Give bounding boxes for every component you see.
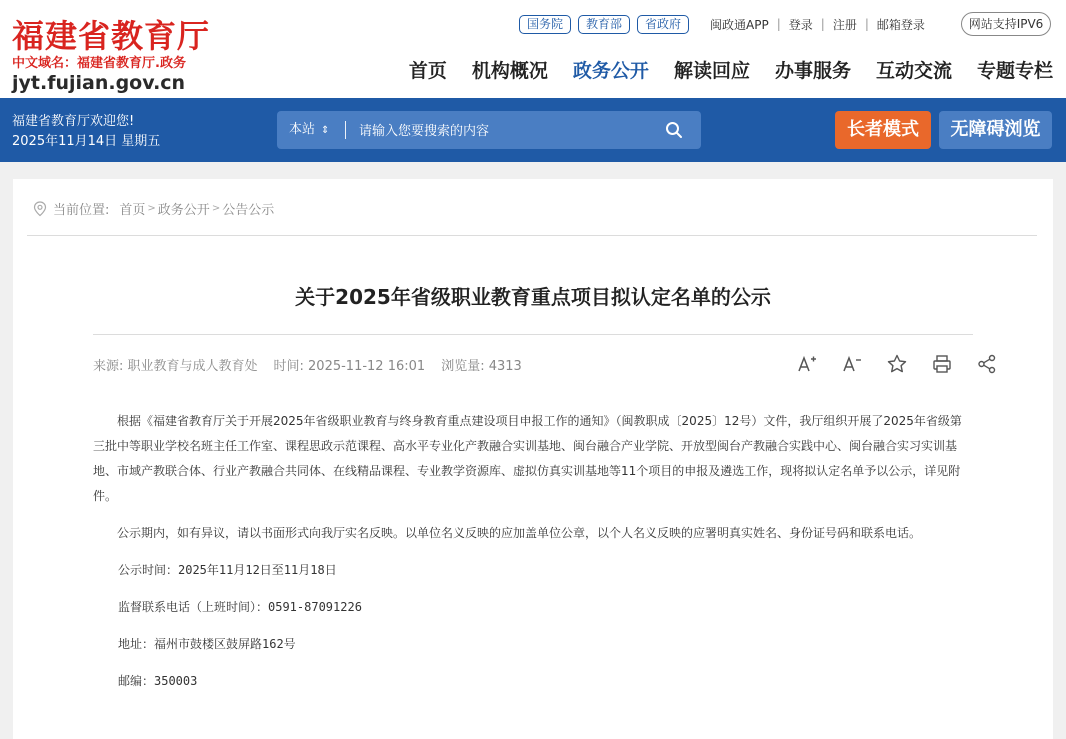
search-scope-label: 本站 bbox=[289, 122, 316, 137]
welcome-block bbox=[12, 112, 160, 152]
site-header bbox=[0, 0, 1066, 98]
main-nav bbox=[384, 58, 1053, 84]
nav-about[interactable]: 机构概况 bbox=[471, 60, 548, 82]
site-logo-subtitle: 中文域名：福建省教育厅.政务 bbox=[12, 56, 186, 71]
supervision-phone: 监督联系电话（上班时间）：0591-87091226 bbox=[118, 600, 362, 614]
separator: | bbox=[864, 17, 869, 31]
elder-mode-button[interactable]: 长者模式 bbox=[835, 111, 931, 149]
nav-topics[interactable]: 专题专栏 bbox=[976, 60, 1053, 82]
current-date: 2025年11月14日 星期五 bbox=[12, 134, 161, 149]
search-input[interactable] bbox=[357, 117, 651, 145]
article-paragraph: 公示期内，如有异议，请以书面形式向我厅实名反映。以单位名义反映的应加盖单位公章，以个人名义反映的应署明真实姓名、身份证号码和联系电话。 bbox=[117, 526, 922, 540]
article-views: 浏览量: 4313 bbox=[441, 359, 522, 374]
nav-interpretation[interactable]: 解读回应 bbox=[673, 60, 750, 82]
breadcrumb-label: 当前位置: bbox=[53, 203, 110, 218]
article-tools bbox=[773, 353, 998, 375]
article-meta bbox=[93, 355, 538, 374]
article-source: 来源: 职业教育与成人教育处 bbox=[93, 359, 258, 374]
font-increase-button[interactable] bbox=[796, 353, 818, 375]
divider-line bbox=[27, 235, 1037, 236]
font-decrease-button[interactable] bbox=[841, 353, 863, 375]
font-increase-icon bbox=[796, 353, 818, 375]
article-time: 时间: 2025-11-12 16:01 bbox=[273, 359, 426, 374]
link-ministry-education[interactable]: 教育部 bbox=[578, 15, 630, 34]
mail-login-link[interactable]: 邮箱登录 bbox=[876, 17, 925, 32]
breadcrumb-separator: > bbox=[147, 203, 156, 214]
public-period: 公示时间：2025年11月12日至11月18日 bbox=[118, 563, 337, 577]
search-box bbox=[277, 111, 701, 149]
search-scope-select[interactable] bbox=[289, 111, 329, 149]
star-icon bbox=[886, 353, 908, 375]
favorite-button[interactable] bbox=[886, 353, 908, 375]
share-icon bbox=[976, 353, 998, 375]
site-logo-title[interactable]: 福建省教育厅 bbox=[12, 17, 211, 55]
breadcrumb-home[interactable]: 首页 bbox=[119, 203, 146, 218]
location-pin-icon bbox=[33, 201, 47, 217]
accessibility-button[interactable]: 无障碍浏览 bbox=[939, 111, 1052, 149]
welcome-text: 福建省教育厅欢迎您! bbox=[12, 114, 135, 129]
search-bar-strip bbox=[0, 98, 1066, 162]
nav-services[interactable]: 办事服务 bbox=[774, 60, 851, 82]
search-divider bbox=[345, 121, 346, 139]
separator: | bbox=[776, 17, 781, 31]
article-body bbox=[93, 409, 973, 706]
separator: | bbox=[820, 17, 825, 31]
search-button[interactable] bbox=[660, 117, 688, 143]
divider-line bbox=[93, 334, 973, 335]
register-link[interactable]: 注册 bbox=[832, 17, 857, 32]
article-title: 关于2025年省级职业教育重点项目拟认定名单的公示 bbox=[295, 285, 771, 309]
site-logo-domain: jyt.fujian.gov.cn bbox=[12, 72, 186, 94]
top-links bbox=[519, 13, 925, 35]
postcode: 邮编：350003 bbox=[118, 674, 198, 688]
link-state-council[interactable]: 国务院 bbox=[519, 15, 571, 34]
nav-home[interactable]: 首页 bbox=[408, 60, 447, 82]
article-paragraph: 根据《福建省教育厅关于开展2025年省级职业教育与终身教育重点建设项目申报工作的通知》（闽教职成〔2025〕12号）文件，我厅组织开展了2025年省级第三批中等职业学校名班主任工作室、课程思政示范课程、高水平专业化产教融合实训基地、闽台融合产业学院、开放型闽台产教融合实践中心、闽台融合实习实训基地、市域产教联合体、行业产教融合共同体、在线精品课程、专业教学资源库、虚拟仿真实训基地等11个项目的申报及遴选工作，现将拟认定名单予以公示，详见附件。 bbox=[93, 414, 962, 503]
font-decrease-icon bbox=[841, 353, 863, 375]
updown-arrow-icon: ⇕ bbox=[321, 125, 330, 136]
nav-gov-affairs[interactable]: 政务公开 bbox=[572, 60, 649, 82]
link-app[interactable]: 闽政通APP bbox=[710, 17, 769, 32]
nav-interaction[interactable]: 互动交流 bbox=[875, 60, 952, 82]
print-button[interactable] bbox=[931, 353, 953, 375]
printer-icon bbox=[931, 353, 953, 375]
article-container bbox=[13, 179, 1053, 739]
address: 地址：福州市鼓楼区鼓屏路162号 bbox=[118, 637, 296, 651]
share-button[interactable] bbox=[976, 353, 998, 375]
breadcrumb-announcements[interactable]: 公告公示 bbox=[222, 203, 275, 218]
search-icon bbox=[665, 121, 683, 139]
breadcrumb bbox=[33, 199, 274, 218]
ipv6-badge[interactable]: 网站支持IPV6 bbox=[961, 12, 1051, 36]
breadcrumb-separator: > bbox=[211, 203, 221, 214]
login-link[interactable]: 登录 bbox=[788, 17, 813, 32]
breadcrumb-gov-affairs[interactable]: 政务公开 bbox=[157, 203, 210, 218]
link-provincial-gov[interactable]: 省政府 bbox=[637, 15, 689, 34]
